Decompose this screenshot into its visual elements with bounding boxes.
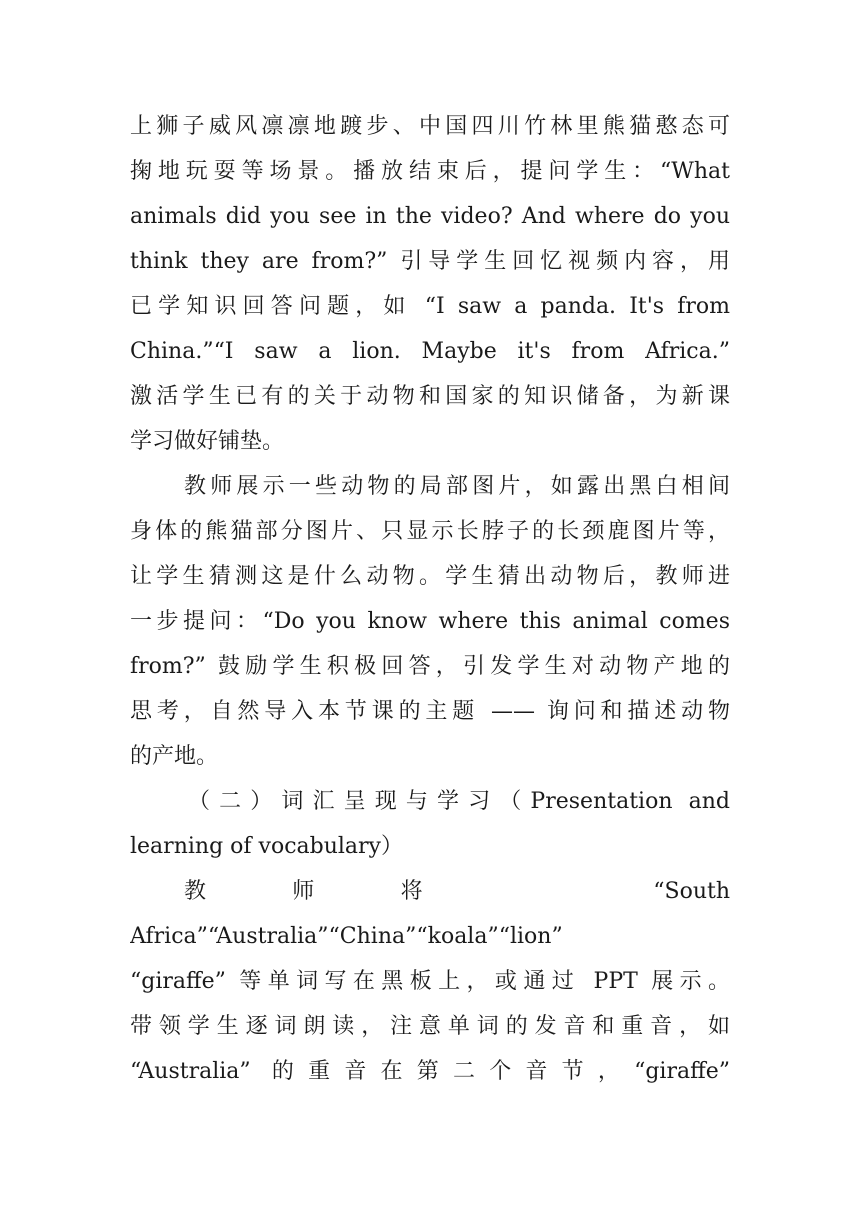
text-line-14: 思考，自然导入本节课的主题 —— 询问和描述动物	[130, 699, 730, 724]
text-line-5: 已学知识回答问题，如 “I saw a panda. It's from	[130, 294, 730, 319]
text-line-1: 上狮子威风凛凛地踱步、中国四川竹林里熊猫憨态可	[130, 114, 730, 139]
text-line-13: from?” 鼓励学生积极回答，引发学生对动物产地的	[130, 654, 730, 679]
text-line-12: 一步提问：“Do you know where this animal comes	[130, 609, 730, 634]
text-line-7: 激活学生已有的关于动物和国家的知识储备，为新课	[130, 384, 730, 409]
text-line-6: China.”“I saw a lion. Maybe it's from Africa.”	[130, 339, 730, 364]
text-line-11: 让学生猜测这是什么动物。学生猜出动物后，教师进	[130, 564, 730, 589]
text-line-15: 的产地。	[130, 744, 219, 769]
paragraph-3-first-line: 教 师 将 “South	[184, 879, 730, 904]
section-heading-continued: learning of vocabulary）	[130, 834, 403, 859]
paragraph-2-first-line: 教师展示一些动物的局部图片，如露出黑白相间	[184, 474, 730, 499]
text-line-2: 掬地玩耍等场景。播放结束后，提问学生：“What	[130, 159, 730, 184]
text-line-3: animals did you see in the video? And where do you	[130, 204, 730, 229]
section-heading: （二）词汇呈现与学习（Presentation and	[188, 789, 730, 814]
text-line-20: “giraffe” 等单词写在黑板上，或通过 PPT 展示。	[130, 969, 730, 994]
text-line-21: 带领学生逐词朗读，注意单词的发音和重音，如	[130, 1014, 730, 1039]
text-line-4: think they are from?” 引导学生回忆视频内容，用	[130, 249, 730, 274]
text-line-8: 学习做好铺垫。	[130, 429, 285, 454]
text-line-19: Africa”“Australia”“China”“koala”“lion”	[130, 924, 563, 949]
text-line-22: “Australia” 的重音在第二个音节，“giraffe”	[130, 1059, 730, 1084]
text-line-10: 身体的熊猫部分图片、只显示长脖子的长颈鹿图片等，	[130, 519, 730, 544]
